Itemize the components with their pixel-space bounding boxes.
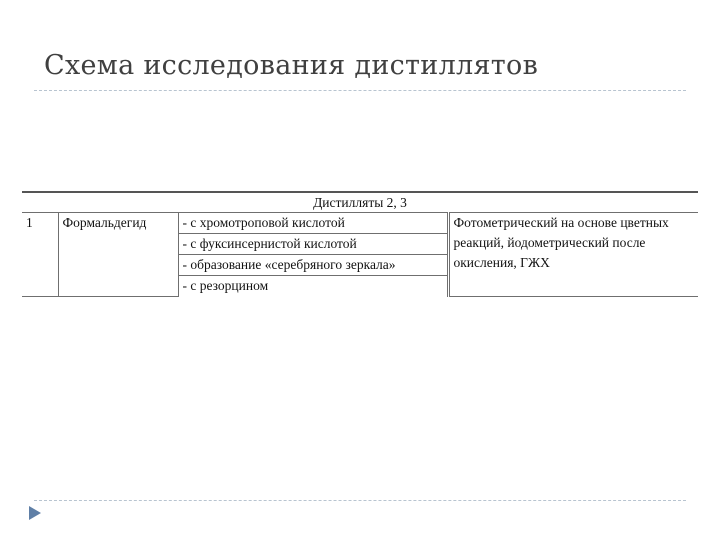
test-item: - с фуксинсернистой кислотой [178, 234, 448, 255]
title-divider [34, 90, 686, 91]
test-item: - с резорцином [178, 276, 448, 297]
slide-title: Схема исследования дистиллятов [44, 50, 539, 81]
table-header-row [22, 192, 698, 213]
test-item: - образование «серебряного зеркала» [178, 255, 448, 276]
test-item: - с хромотроповой кислотой [178, 213, 448, 234]
row-number: 1 [22, 213, 58, 297]
arrow-shape [29, 506, 41, 520]
substance-cell: Формальдегид [58, 213, 178, 297]
table-header-cell: Дистилляты 2, 3 [22, 192, 698, 213]
next-slide-arrow-icon[interactable] [28, 505, 42, 521]
method-cell: Фотометрический на основе цветных реакций, йодометрический после окисления, ГЖХ [448, 213, 698, 297]
distillates-table [22, 191, 698, 297]
footer-divider [34, 500, 686, 501]
table-row [22, 213, 698, 234]
